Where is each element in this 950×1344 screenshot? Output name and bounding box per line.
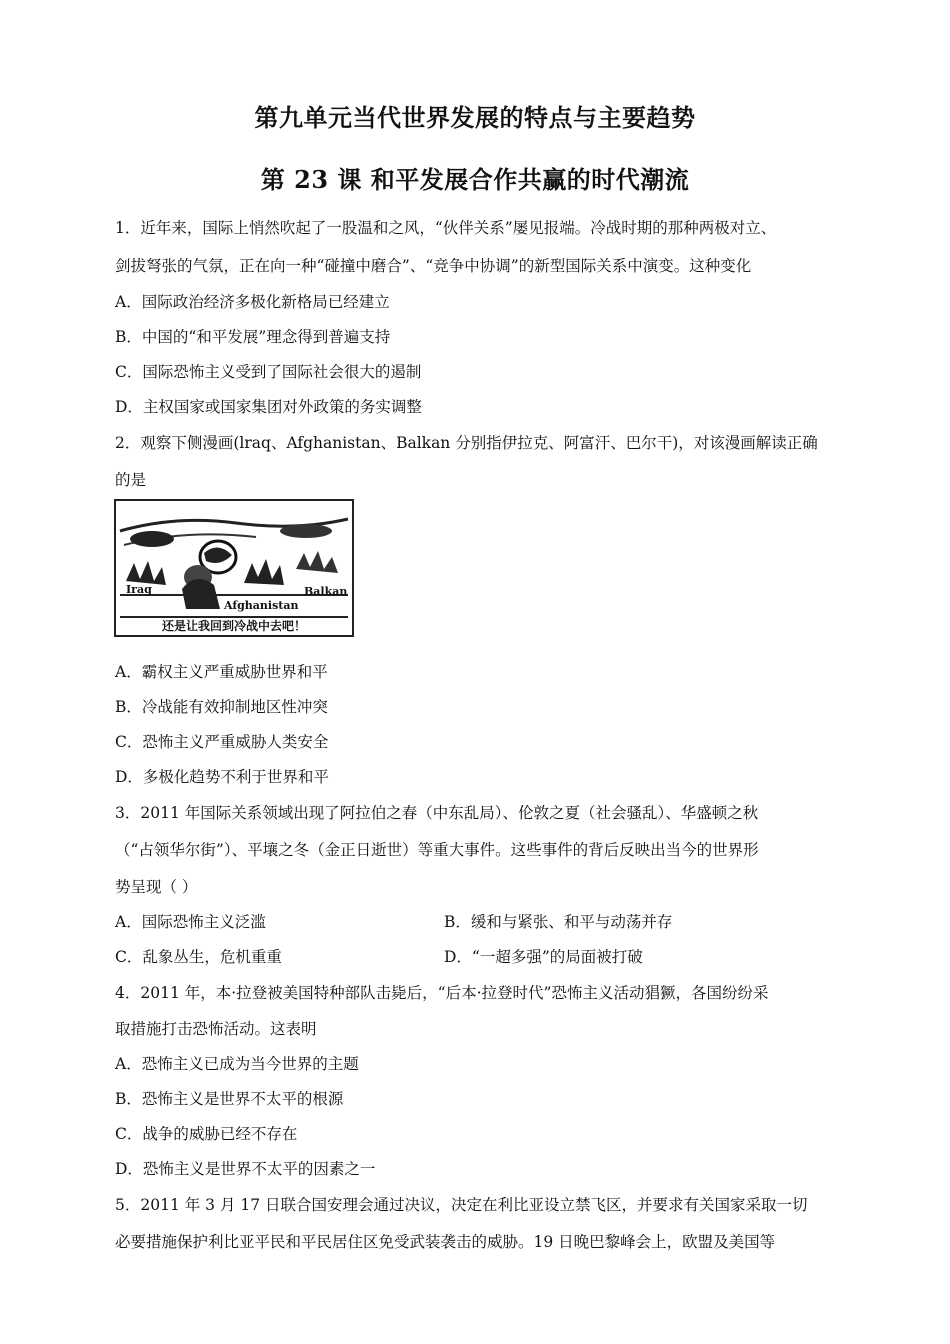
q3-option-d: D．“一超多强”的局面被打破 — [444, 948, 643, 966]
label-iraq: Iraq — [126, 583, 152, 596]
q1-option-d: D．主权国家或国家集团对外政策的务实调整 — [115, 398, 422, 416]
label-afghanistan: Afghanistan — [224, 599, 299, 612]
q3-option-b: B．缓和与紧张、和平与动荡并存 — [444, 913, 673, 931]
q3-option-c: C．乱象丛生，危机重重 — [115, 948, 282, 966]
q3-stem-line-3: 势呈现（ ） — [115, 878, 198, 896]
q4-stem-line-1: 4．2011 年，本·拉登被美国特种部队击毙后，“后本·拉登时代”恐怖主义活动猖獗，各国纷纷采 — [115, 984, 769, 1002]
q1-option-a: A．国际政治经济多极化新格局已经建立 — [115, 293, 390, 311]
q5-stem-line-1: 5．2011 年 3 月 17 日联合国安理会通过决议，决定在利比亚设立禁飞区，并要求有关国家采取一切 — [115, 1196, 808, 1214]
q2-option-b: B．冷战能有效抑制地区性冲突 — [115, 698, 328, 716]
q1-stem-line-1: 1．近年来，国际上悄然吹起了一股温和之风，“伙伴关系”屡见报端。冷战时期的那种两极对立、 — [115, 219, 777, 237]
q2-option-a: A．霸权主义严重威胁世界和平 — [115, 663, 328, 681]
q3-stem-line-2: （“占领华尔街”）、平壤之冬（金正日逝世）等重大事件。这些事件的背后反映出当今的世界形 — [115, 841, 759, 859]
q3-option-a: A．国际恐怖主义泛滥 — [115, 913, 266, 931]
cartoon-image — [114, 499, 354, 637]
q3-stem-line-1: 3．2011 年国际关系领域出现了阿拉伯之春（中东乱局）、伦敦之夏（社会骚乱）、华盛顿之秋 — [115, 804, 759, 822]
q1-option-b: B．中国的“和平发展”理念得到普遍支持 — [115, 328, 391, 346]
q4-option-d: D．恐怖主义是世界不太平的因素之一 — [115, 1160, 376, 1178]
lesson-title: 第 23 课 和平发展合作共赢的时代潮流 — [260, 165, 690, 194]
q2-stem-line-2: 的是 — [115, 471, 147, 489]
q2-stem-line-1: 2．观察下侧漫画(lraq、Afghanistan、Balkan 分别指伊拉克、阿富汗、巴尔干)，对该漫画解读正确 — [115, 434, 818, 452]
q1-stem-line-2: 剑拔弩张的气氛，正在向一种“碰撞中磨合”、“竞争中协调”的新型国际关系中演变。这种变化 — [115, 257, 752, 275]
label-balkan: Balkan — [304, 585, 348, 598]
q2-option-d: D．多极化趋势不利于世界和平 — [115, 768, 329, 786]
cartoon-caption: 还是让我回到冷战中去吧！ — [161, 619, 306, 633]
q5-stem-line-2: 必要措施保护利比亚平民和平民居住区免受武装袭击的威胁。19 日晚巴黎峰会上，欧盟及美国等 — [115, 1233, 776, 1251]
q2-option-c: C．恐怖主义严重威胁人类安全 — [115, 733, 329, 751]
q4-option-c: C．战争的威胁已经不存在 — [115, 1125, 298, 1143]
cartoon-drawing — [116, 501, 352, 635]
q4-stem-line-2: 取措施打击恐怖活动。这表明 — [115, 1020, 317, 1038]
q4-option-a: A．恐怖主义已成为当今世界的主题 — [115, 1055, 359, 1073]
unit-title: 第九单元当代世界发展的特点与主要趋势 — [254, 103, 696, 132]
q4-option-b: B．恐怖主义是世界不太平的根源 — [115, 1090, 344, 1108]
q1-option-c: C．国际恐怖主义受到了国际社会很大的遏制 — [115, 363, 422, 381]
